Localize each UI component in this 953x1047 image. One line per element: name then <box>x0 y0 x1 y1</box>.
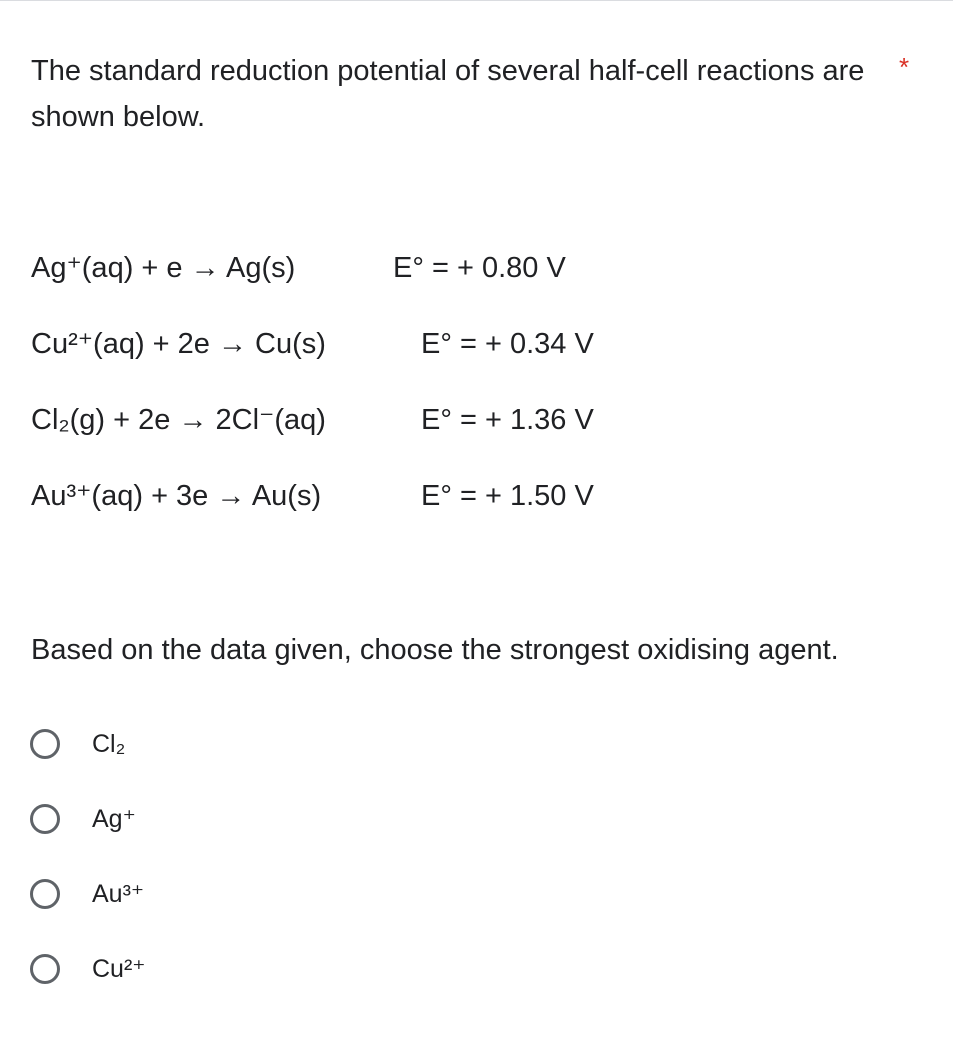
reaction-potential: E° = + 1.50 V <box>421 480 594 512</box>
required-asterisk: * <box>899 52 910 82</box>
option-label[interactable]: Cl₂ <box>92 730 126 758</box>
top-divider <box>0 0 953 1</box>
radio-button[interactable] <box>30 804 60 834</box>
radio-button[interactable] <box>30 879 60 909</box>
option-label[interactable]: Au³⁺ <box>92 880 145 908</box>
reaction-potential: E° = + 0.34 V <box>421 328 594 360</box>
radio-button[interactable] <box>30 729 60 759</box>
reaction-equation: Cu²⁺(aq) + 2e → Cu(s) <box>31 328 326 360</box>
reaction-potential: E° = + 0.80 V <box>393 252 566 284</box>
question-instruction: Based on the data given, choose the strongest oxidising agent. <box>31 634 839 666</box>
reaction-equation: Au³⁺(aq) + 3e → Au(s) <box>31 480 322 512</box>
reaction-equation: Cl₂(g) + 2e → 2Cl⁻(aq) <box>31 404 326 436</box>
reaction-equation: Ag⁺(aq) + e → Ag(s) <box>31 252 296 284</box>
radio-button[interactable] <box>30 954 60 984</box>
option-label[interactable]: Ag⁺ <box>92 805 136 833</box>
option-label[interactable]: Cu²⁺ <box>92 955 146 983</box>
question-title: The standard reduction potential of several half-cell reactions are shown below. <box>31 55 865 133</box>
reaction-potential: E° = + 1.36 V <box>421 404 594 436</box>
